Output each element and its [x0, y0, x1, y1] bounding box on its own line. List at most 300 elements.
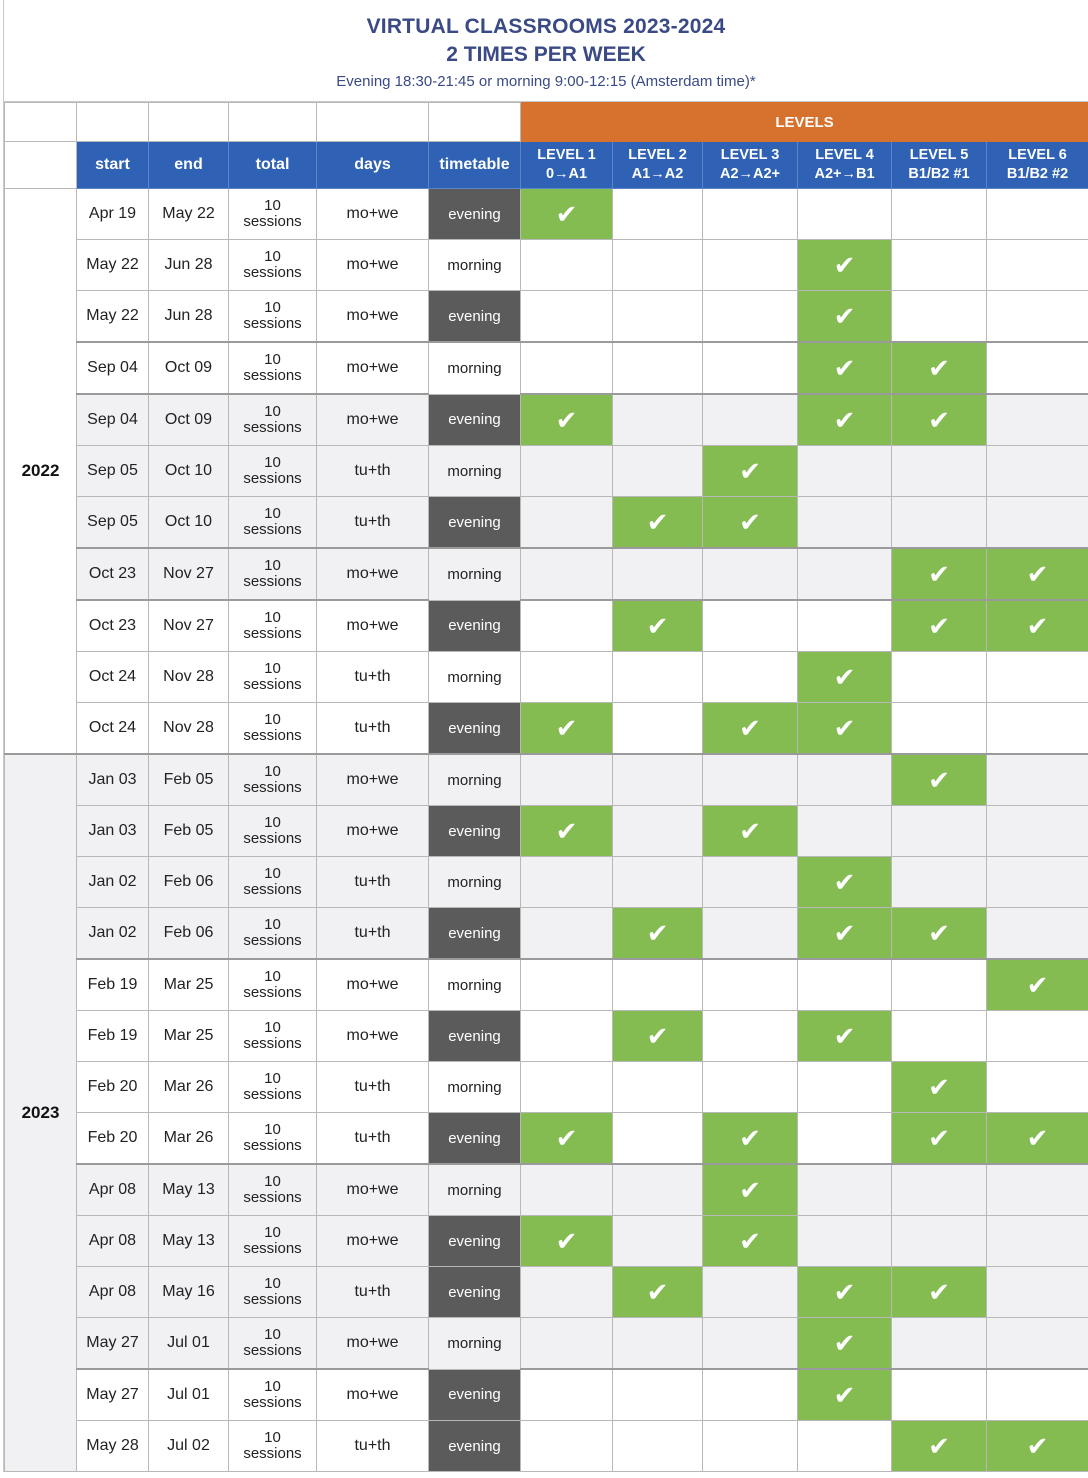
level-3-cell	[703, 394, 798, 446]
level-2-cell	[613, 703, 703, 755]
level-2-cell	[613, 446, 703, 497]
level-1-cell	[521, 291, 613, 343]
checkmark-icon: ✔	[646, 507, 669, 537]
level-6-cell	[987, 600, 1088, 652]
end-date: Oct 09	[149, 342, 229, 394]
table-row	[5, 806, 1088, 857]
level-3-cell	[703, 652, 798, 703]
checkmark-icon: ✔	[833, 405, 856, 435]
level-1-cell	[521, 342, 613, 394]
level-4-cell	[798, 291, 892, 343]
level-2-cell	[613, 652, 703, 703]
level-5-cell	[892, 600, 987, 652]
days-value: mo+we	[317, 806, 429, 857]
timetable-value: morning	[429, 446, 521, 497]
total-sessions	[229, 1011, 317, 1062]
level-1-cell	[521, 600, 613, 652]
blank-cell	[317, 103, 429, 142]
level-2-cell	[613, 600, 703, 652]
total-count: 10	[264, 299, 281, 316]
level-6-cell	[987, 1369, 1088, 1421]
level-6-name: LEVEL 6	[1008, 147, 1067, 163]
level-2-range: A1→A2	[631, 166, 684, 182]
checkmark-icon: ✔	[739, 713, 761, 743]
level-2-cell	[613, 1062, 703, 1113]
level-1-cell	[521, 189, 613, 240]
end-date: Mar 26	[149, 1113, 229, 1165]
level-5-cell	[892, 342, 987, 394]
level-3-name: LEVEL 3	[720, 147, 780, 163]
start-date: Feb 19	[77, 1011, 149, 1062]
checkmark-icon: ✔	[1026, 611, 1049, 641]
start-date: Feb 20	[77, 1113, 149, 1165]
level-1-cell	[521, 548, 613, 600]
level-6-cell	[987, 959, 1088, 1011]
level-5-cell	[892, 754, 987, 806]
table-row	[5, 394, 1088, 446]
checkmark-icon: ✔	[555, 199, 578, 229]
total-count: 10	[264, 1070, 281, 1087]
level-5-cell	[892, 497, 987, 549]
level-4-cell	[798, 959, 892, 1011]
start-date: Feb 20	[77, 1062, 149, 1113]
level-3-cell	[703, 548, 798, 600]
level-1-cell	[521, 1318, 613, 1370]
total-count: 10	[264, 1326, 281, 1343]
level-6-cell	[987, 754, 1088, 806]
total-count: 10	[264, 505, 281, 522]
level-6-header	[987, 142, 1088, 189]
level-1-cell	[521, 652, 613, 703]
total-count: 10	[264, 1224, 281, 1241]
total-count: 10	[264, 1019, 281, 1036]
total-count: 10	[264, 197, 281, 214]
level-4-cell	[798, 908, 892, 960]
days-value: tu+th	[317, 703, 429, 755]
level-1-cell	[521, 240, 613, 291]
level-6-range: B1/B2 #2	[1006, 166, 1069, 182]
days-value: mo+we	[317, 291, 429, 343]
total-unit: sessions	[243, 470, 302, 487]
level-5-cell	[892, 548, 987, 600]
level-1-cell	[521, 703, 613, 755]
checkmark-icon: ✔	[555, 1123, 578, 1153]
timetable-value: morning	[429, 857, 521, 908]
table-row	[5, 1164, 1088, 1216]
level-5-range: B1/B2 #1	[908, 166, 970, 182]
total-sessions	[229, 1318, 317, 1370]
level-3-cell	[703, 1267, 798, 1318]
total-sessions	[229, 1369, 317, 1421]
level-2-cell	[613, 240, 703, 291]
total-sessions	[229, 754, 317, 806]
days-value: tu+th	[317, 1113, 429, 1165]
total-unit: sessions	[243, 1342, 302, 1359]
level-6-cell	[987, 1216, 1088, 1267]
level-3-cell	[703, 1369, 798, 1421]
level-5-cell	[892, 959, 987, 1011]
total-unit: sessions	[243, 881, 302, 898]
days-value: mo+we	[317, 1164, 429, 1216]
days-value: mo+we	[317, 548, 429, 600]
level-6-cell	[987, 1318, 1088, 1370]
table-row	[5, 291, 1088, 343]
level-4-cell	[798, 652, 892, 703]
level-2-cell	[613, 342, 703, 394]
level-1-cell	[521, 806, 613, 857]
total-count: 10	[264, 609, 281, 626]
level-5-cell	[892, 652, 987, 703]
total-unit: sessions	[243, 1189, 302, 1206]
checkmark-icon: ✔	[739, 507, 761, 537]
days-value: tu+th	[317, 497, 429, 549]
level-5-cell	[892, 1369, 987, 1421]
level-4-cell	[798, 1216, 892, 1267]
level-6-cell	[987, 1164, 1088, 1216]
level-6-cell	[987, 342, 1088, 394]
timetable-value: morning	[429, 959, 521, 1011]
end-date: Nov 28	[149, 652, 229, 703]
level-1-cell	[521, 394, 613, 446]
level-3-header	[703, 142, 798, 189]
total-unit: sessions	[243, 213, 302, 230]
checkmark-icon: ✔	[928, 405, 950, 435]
table-row	[5, 959, 1088, 1011]
level-1-cell	[521, 1267, 613, 1318]
checkmark-icon: ✔	[646, 611, 669, 641]
checkmark-icon: ✔	[739, 1123, 761, 1153]
level-4-cell	[798, 600, 892, 652]
checkmark-icon: ✔	[928, 1277, 950, 1307]
total-unit: sessions	[243, 367, 302, 384]
days-value: tu+th	[317, 446, 429, 497]
level-1-cell	[521, 908, 613, 960]
days-value: mo+we	[317, 754, 429, 806]
table-row	[5, 754, 1088, 806]
timetable-value: evening	[429, 497, 521, 549]
level-1-cell	[521, 1113, 613, 1165]
checkmark-icon: ✔	[739, 816, 761, 846]
level-5-cell	[892, 857, 987, 908]
end-date: Oct 09	[149, 394, 229, 446]
page-title-line2: 2 TIMES PER WEEK	[446, 43, 646, 66]
level-2-cell	[613, 806, 703, 857]
total-sessions	[229, 908, 317, 960]
total-sessions	[229, 1216, 317, 1267]
total-unit: sessions	[243, 573, 302, 590]
start-date: Oct 24	[77, 652, 149, 703]
total-sessions	[229, 291, 317, 343]
level-4-cell	[798, 342, 892, 394]
table-row	[5, 240, 1088, 291]
level-6-cell	[987, 857, 1088, 908]
level-1-cell	[521, 497, 613, 549]
level-3-cell	[703, 908, 798, 960]
timetable-value: evening	[429, 1011, 521, 1062]
level-3-cell	[703, 497, 798, 549]
start-date: May 22	[77, 291, 149, 343]
total-unit: sessions	[243, 676, 302, 693]
level-2-cell	[613, 1421, 703, 1472]
start-date: May 27	[77, 1369, 149, 1421]
checkmark-icon: ✔	[833, 662, 856, 692]
table-row	[5, 446, 1088, 497]
level-4-cell	[798, 497, 892, 549]
levels-banner-row	[5, 103, 1088, 142]
total-count: 10	[264, 916, 281, 933]
checkmark-icon: ✔	[928, 1072, 950, 1102]
level-5-cell	[892, 1318, 987, 1370]
level-2-cell	[613, 754, 703, 806]
checkmark-icon: ✔	[833, 301, 856, 331]
level-4-cell	[798, 548, 892, 600]
total-count: 10	[264, 248, 281, 265]
level-5-cell	[892, 703, 987, 755]
level-2-cell	[613, 1318, 703, 1370]
checkmark-icon: ✔	[928, 918, 950, 948]
checkmark-icon: ✔	[739, 1226, 761, 1256]
checkmark-icon: ✔	[1026, 970, 1049, 1000]
timetable-value: evening	[429, 600, 521, 652]
end-date: Jul 01	[149, 1369, 229, 1421]
level-3-cell	[703, 189, 798, 240]
total-count: 10	[264, 1121, 281, 1138]
level-3-cell	[703, 806, 798, 857]
level-5-cell	[892, 908, 987, 960]
level-1-range: 0→A1	[545, 166, 588, 182]
level-2-cell	[613, 548, 703, 600]
level-1-cell	[521, 1216, 613, 1267]
total-sessions	[229, 1164, 317, 1216]
level-1-cell	[521, 959, 613, 1011]
checkmark-icon: ✔	[833, 250, 856, 280]
timetable-value: evening	[429, 189, 521, 240]
start-date: May 27	[77, 1318, 149, 1370]
table-row	[5, 1113, 1088, 1165]
level-1-cell	[521, 1369, 613, 1421]
total-unit: sessions	[243, 419, 302, 436]
start-date: Oct 24	[77, 703, 149, 755]
level-3-cell	[703, 1113, 798, 1165]
total-count: 10	[264, 454, 281, 471]
total-count: 10	[264, 403, 281, 420]
level-5-cell	[892, 394, 987, 446]
level-6-cell	[987, 548, 1088, 600]
table-row	[5, 1011, 1088, 1062]
blank-cell	[149, 103, 229, 142]
checkmark-icon: ✔	[928, 1123, 950, 1153]
total-sessions	[229, 959, 317, 1011]
level-4-cell	[798, 806, 892, 857]
total-sessions	[229, 703, 317, 755]
days-value: mo+we	[317, 342, 429, 394]
level-4-cell	[798, 754, 892, 806]
level-3-cell	[703, 1011, 798, 1062]
level-4-cell	[798, 1062, 892, 1113]
checkmark-icon: ✔	[739, 456, 761, 486]
total-column-header: total	[229, 142, 317, 189]
total-count: 10	[264, 1429, 281, 1446]
level-2-name: LEVEL 2	[628, 147, 687, 163]
table-row	[5, 1267, 1088, 1318]
level-3-cell	[703, 600, 798, 652]
checkmark-icon: ✔	[833, 1328, 856, 1358]
level-5-cell	[892, 1421, 987, 1472]
checkmark-icon: ✔	[1026, 1123, 1049, 1153]
total-unit: sessions	[243, 984, 302, 1001]
level-5-cell	[892, 189, 987, 240]
level-2-cell	[613, 1216, 703, 1267]
start-date: Apr 19	[77, 189, 149, 240]
timetable-value: evening	[429, 1113, 521, 1165]
end-date: May 13	[149, 1164, 229, 1216]
checkmark-icon: ✔	[833, 1277, 856, 1307]
total-unit: sessions	[243, 1240, 302, 1257]
days-value: mo+we	[317, 1011, 429, 1062]
checkmark-icon: ✔	[555, 1226, 578, 1256]
end-date: Jul 01	[149, 1318, 229, 1370]
level-4-cell	[798, 1164, 892, 1216]
total-count: 10	[264, 1173, 281, 1190]
level-3-range: A2→A2+	[719, 166, 781, 182]
end-date: Jun 28	[149, 240, 229, 291]
checkmark-icon: ✔	[833, 867, 856, 897]
timetable-value: evening	[429, 1421, 521, 1472]
checkmark-icon: ✔	[833, 1380, 856, 1410]
level-4-cell	[798, 189, 892, 240]
level-4-name: LEVEL 4	[815, 147, 874, 163]
level-5-cell	[892, 806, 987, 857]
level-6-cell	[987, 1062, 1088, 1113]
level-1-cell	[521, 1164, 613, 1216]
end-date: Jun 28	[149, 291, 229, 343]
level-4-range: A2+→B1	[814, 166, 875, 182]
timetable-value: evening	[429, 394, 521, 446]
level-6-cell	[987, 806, 1088, 857]
checkmark-icon: ✔	[833, 353, 856, 383]
level-2-cell	[613, 394, 703, 446]
timetable-value: morning	[429, 1318, 521, 1370]
start-date: Sep 04	[77, 342, 149, 394]
table-row	[5, 342, 1088, 394]
level-4-cell	[798, 446, 892, 497]
total-count: 10	[264, 865, 281, 882]
total-unit: sessions	[243, 1035, 302, 1052]
level-3-cell	[703, 1421, 798, 1472]
start-date: Sep 05	[77, 446, 149, 497]
level-3-cell	[703, 240, 798, 291]
total-unit: sessions	[243, 521, 302, 538]
end-date: Feb 06	[149, 857, 229, 908]
level-2-cell	[613, 291, 703, 343]
level-2-cell	[613, 497, 703, 549]
level-4-cell	[798, 1421, 892, 1472]
level-6-cell	[987, 189, 1088, 240]
timetable-value: morning	[429, 652, 521, 703]
level-6-cell	[987, 1113, 1088, 1165]
days-value: mo+we	[317, 189, 429, 240]
end-date: Mar 25	[149, 959, 229, 1011]
checkmark-icon: ✔	[555, 405, 578, 435]
level-6-cell	[987, 240, 1088, 291]
table-row	[5, 600, 1088, 652]
days-value: tu+th	[317, 1062, 429, 1113]
level-6-cell	[987, 908, 1088, 960]
level-4-cell	[798, 1369, 892, 1421]
level-5-cell	[892, 1011, 987, 1062]
timetable-value: evening	[429, 703, 521, 755]
total-sessions	[229, 189, 317, 240]
end-date: Mar 25	[149, 1011, 229, 1062]
table-row	[5, 652, 1088, 703]
timetable-value: morning	[429, 240, 521, 291]
level-5-cell	[892, 291, 987, 343]
timetable-value: evening	[429, 908, 521, 960]
timetable-value: morning	[429, 754, 521, 806]
level-6-cell	[987, 1267, 1088, 1318]
total-sessions	[229, 240, 317, 291]
blank-cell	[429, 103, 521, 142]
end-date: Nov 27	[149, 548, 229, 600]
level-2-cell	[613, 857, 703, 908]
total-sessions	[229, 806, 317, 857]
end-date: Jul 02	[149, 1421, 229, 1472]
total-count: 10	[264, 763, 281, 780]
timetable-value: evening	[429, 291, 521, 343]
timetable-value: evening	[429, 1267, 521, 1318]
level-1-name: LEVEL 1	[537, 147, 596, 163]
blank-cell	[77, 103, 149, 142]
level-4-cell	[798, 1011, 892, 1062]
year-label: 2023	[5, 754, 77, 1472]
total-sessions	[229, 342, 317, 394]
total-count: 10	[264, 814, 281, 831]
year-label: 2022	[5, 189, 77, 755]
level-3-cell	[703, 703, 798, 755]
timetable-value: morning	[429, 548, 521, 600]
days-value: mo+we	[317, 1216, 429, 1267]
total-unit: sessions	[243, 932, 302, 949]
level-5-cell	[892, 1164, 987, 1216]
days-value: mo+we	[317, 394, 429, 446]
level-5-cell	[892, 1216, 987, 1267]
level-4-cell	[798, 394, 892, 446]
end-date: Oct 10	[149, 497, 229, 549]
level-6-cell	[987, 1421, 1088, 1472]
timetable-value: evening	[429, 806, 521, 857]
page-title: VIRTUAL CLASSROOMS 2023-2024	[366, 15, 726, 38]
start-date: Sep 04	[77, 394, 149, 446]
total-unit: sessions	[243, 1086, 302, 1103]
level-3-cell	[703, 1062, 798, 1113]
end-date: May 13	[149, 1216, 229, 1267]
page-subtitle: Evening 18:30-21:45 or morning 9:00-12:15 (Amsterdam time)*	[336, 73, 756, 90]
level-6-cell	[987, 703, 1088, 755]
table-row	[5, 497, 1088, 549]
timetable-column-header: timetable	[429, 142, 521, 189]
checkmark-icon: ✔	[646, 1277, 669, 1307]
start-date: Jan 02	[77, 857, 149, 908]
start-date: Jan 03	[77, 754, 149, 806]
total-sessions	[229, 446, 317, 497]
total-unit: sessions	[243, 1445, 302, 1462]
end-column-header: end	[149, 142, 229, 189]
level-5-header	[892, 142, 987, 189]
table-row	[5, 189, 1088, 240]
checkmark-icon: ✔	[928, 559, 950, 589]
total-sessions	[229, 600, 317, 652]
table-row	[5, 1216, 1088, 1267]
